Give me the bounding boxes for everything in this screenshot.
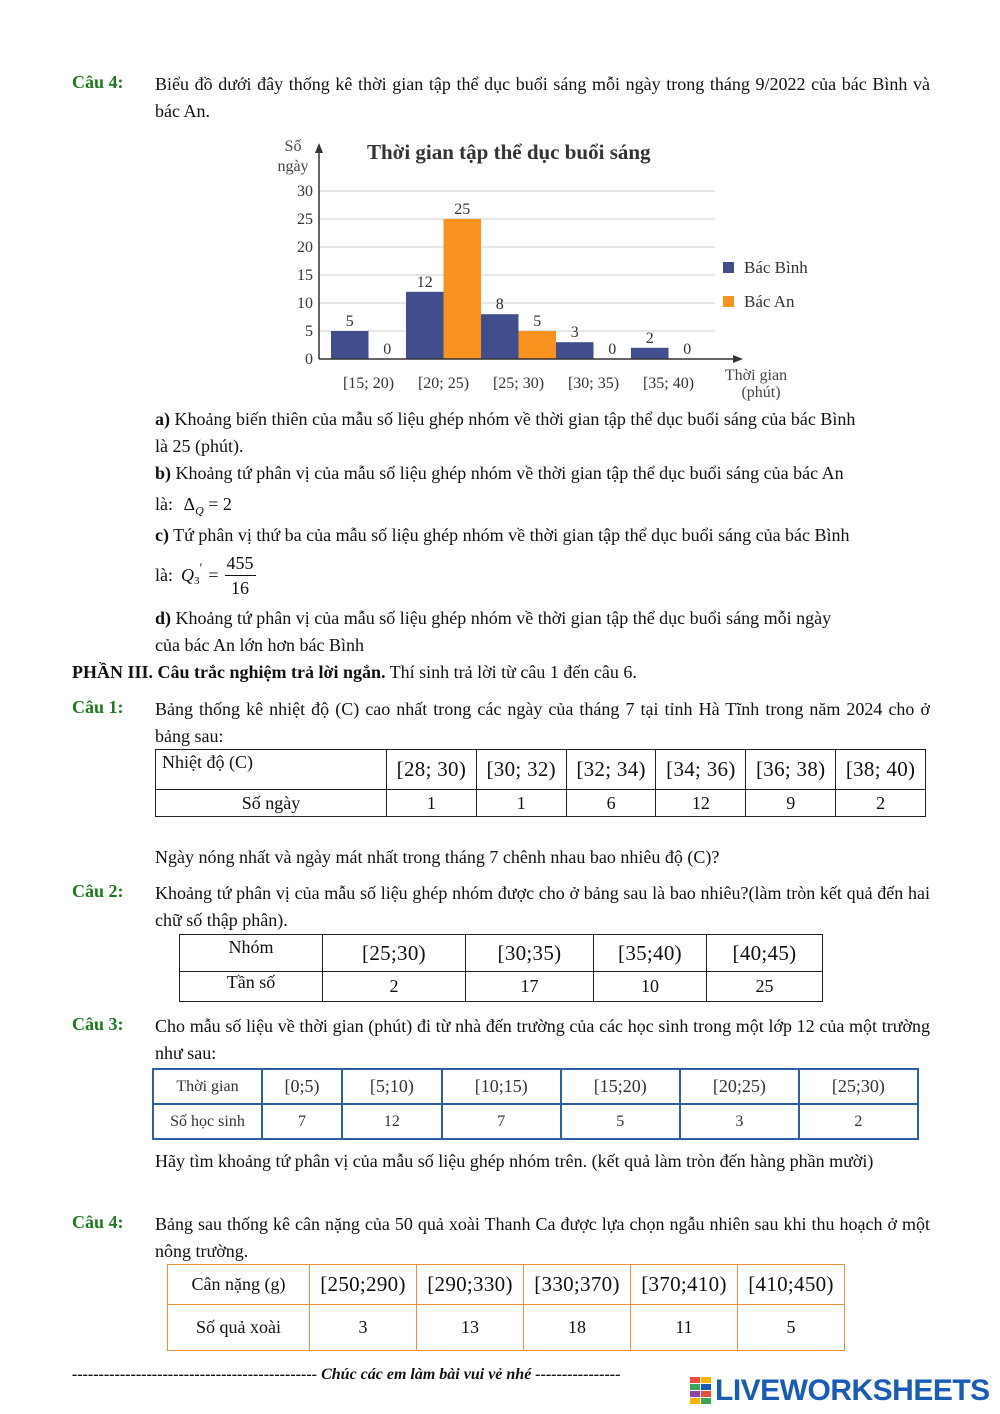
question-text: Bảng sau thống kê cân nặng của 50 quả xoài Thanh Ca được lựa chọn ngẫu nhiên sau khi thu hoạch ở một nông trường. <box>155 1214 930 1261</box>
table-cell: [290;330) <box>417 1265 524 1305</box>
logo-text: LIVEWORKSHEETS <box>715 1374 990 1407</box>
table-cell: [30;35) <box>466 935 594 972</box>
table-cell: 6 <box>566 790 656 817</box>
question-prompt: Ngày nóng nhất và ngày mát nhất trong tháng 7 chênh nhau bao nhiêu độ (C)? <box>155 847 720 867</box>
statement-letter: a) <box>155 409 170 429</box>
table-header: Số quả xoài <box>168 1305 310 1351</box>
temperature-table <box>155 749 926 817</box>
bar-binh <box>331 331 369 359</box>
footer-text: Chúc các em làm bài vui vẻ nhé <box>321 1366 532 1383</box>
bar-an <box>444 219 482 359</box>
formula-value: = 2 <box>203 494 232 514</box>
table-cell: 2 <box>323 972 466 1002</box>
fraction <box>225 551 256 600</box>
table-header: Nhiệt độ (C) <box>156 750 387 790</box>
table-cell: [20;25) <box>680 1069 799 1104</box>
legend-label: Bác Bình <box>744 258 808 277</box>
footer-dashes: ---------------------------------------------- <box>72 1366 318 1383</box>
statement-text: Khoảng tứ phân vị của mẫu số liệu ghép nhóm về thời gian tập thể dục buổi sáng mỗi ngày <box>175 608 832 628</box>
part3-instruction: Thí sinh trả lời từ câu 1 đến câu 6. <box>389 662 637 682</box>
table-cell: 11 <box>631 1305 738 1351</box>
q3-subscript: 3 <box>194 575 200 587</box>
liveworksheets-logo <box>690 1374 990 1408</box>
x-axis-arrow <box>733 355 743 363</box>
y-axis-label: ngày <box>277 158 309 175</box>
table-header: Cân nặng (g) <box>168 1265 310 1305</box>
legend-swatch <box>723 262 734 273</box>
data-label: 25 <box>454 201 471 218</box>
data-label: 0 <box>383 341 392 358</box>
question-text: Khoảng tứ phân vị của mẫu số liệu ghép nhóm được cho ở bảng sau là bao nhiêu?(làm tròn kết quả đến hai chữ số thập phân). <box>155 883 930 930</box>
y-tick-label: 0 <box>305 351 313 368</box>
statement-text: Tứ phân vị thứ ba của mẫu số liệu ghép nhóm về thời gian tập thể dục buổi sáng của bác Bình <box>173 525 850 545</box>
y-axis-arrow <box>315 143 323 153</box>
question-text: Biểu đồ dưới đây thống kê thời gian tập thể dục buổi sáng mỗi ngày trong tháng 9/2022 của bác Bình và bác An. <box>155 74 930 121</box>
y-tick-label: 25 <box>297 211 313 228</box>
x-tick-label: [20; 25) <box>417 375 470 392</box>
table-cell: 3 <box>310 1305 417 1351</box>
bar-binh <box>481 314 519 359</box>
table-cell: 17 <box>466 972 594 1002</box>
table-cell: [30; 32) <box>476 750 566 790</box>
x-tick-label: [15; 20) <box>342 375 395 392</box>
table-cell: 1 <box>387 790 477 817</box>
statement-text: Khoảng biến thiên của mẫu số liệu ghép nhóm về thời gian tập thể dục buổi sáng của bác Bình <box>174 409 856 429</box>
fraction-denominator: 16 <box>231 578 249 598</box>
travel-time-table <box>152 1068 919 1140</box>
chart-title: Thời gian tập thể dục buổi sáng <box>367 140 651 164</box>
bar-binh <box>406 292 444 359</box>
statement-b <box>155 460 930 525</box>
table-header: Số ngày <box>156 790 387 817</box>
table-cell: [40;45) <box>707 935 823 972</box>
table-cell: 13 <box>417 1305 524 1351</box>
footer-message <box>72 1366 692 1384</box>
y-tick-label: 10 <box>297 295 313 312</box>
table-cell: [10;15) <box>442 1069 561 1104</box>
statement-a <box>155 406 930 460</box>
data-label: 0 <box>683 341 692 358</box>
q3-prime: ′ <box>199 560 203 575</box>
statement-text: Khoảng tứ phân vị của mẫu số liệu ghép nhóm về thời gian tập thể dục buổi sáng của bác An <box>175 463 844 483</box>
table-cell: 25 <box>707 972 823 1002</box>
table-header: Số học sinh <box>153 1104 262 1139</box>
data-label: 0 <box>608 341 617 358</box>
statement-prefix: là: <box>155 494 173 514</box>
bar-binh <box>556 342 594 359</box>
table-cell: 12 <box>656 790 746 817</box>
y-tick-label: 15 <box>297 267 313 284</box>
x-axis-label: Thời gian <box>724 367 788 384</box>
data-label: 5 <box>345 313 354 330</box>
table-cell: [25;30) <box>323 935 466 972</box>
delta-subscript: Q <box>195 503 204 518</box>
table-cell: 2 <box>836 790 926 817</box>
table-cell: 5 <box>738 1305 845 1351</box>
data-label: 8 <box>495 296 504 314</box>
data-label: 5 <box>533 313 542 330</box>
table-cell: [0;5) <box>262 1069 342 1104</box>
table-header: Thời gian <box>153 1069 262 1104</box>
table-header: Nhóm <box>180 935 323 972</box>
statement-prefix: là: <box>155 565 173 585</box>
x-tick-label: [35; 40) <box>642 375 695 392</box>
table-header: Tần số <box>180 972 323 1002</box>
bar-chart <box>265 135 810 407</box>
statement-c: c) Tứ phân vị thứ ba của mẫu số liệu ghép nhóm về thời gian tập thể dục buổi sáng của bác Bình là: Q 3 ′ = $\frac{455}{16}$ <box>155 525 850 598</box>
y-tick-label: 20 <box>297 239 313 256</box>
table-cell: [25;30) <box>799 1069 918 1104</box>
table-cell: [28; 30) <box>387 750 477 790</box>
x-tick-label: [25; 30) <box>492 375 545 392</box>
question-label: Câu 4: <box>72 1212 124 1232</box>
x-axis-label: (phút) <box>741 384 781 401</box>
statement-letter: b) <box>155 463 172 483</box>
liveworksheets-icon <box>690 1377 712 1405</box>
table-cell: 1 <box>476 790 566 817</box>
question-prompt: Hãy tìm khoảng tứ phân vị của mẫu số liệu ghép nhóm trên. (kết quả làm tròn đến hàng phần mười) <box>155 1151 874 1171</box>
legend-swatch <box>723 296 734 307</box>
statement-text: của bác An lớn hơn bác Bình <box>155 635 364 655</box>
table-cell: [5;10) <box>342 1069 442 1104</box>
table-cell: 9 <box>746 790 836 817</box>
footer-dashes: ---------------- <box>535 1366 621 1383</box>
fraction-numerator: 455 <box>225 551 256 576</box>
table-cell: [38; 40) <box>836 750 926 790</box>
part3-heading-line <box>72 659 932 686</box>
table-cell: [34; 36) <box>656 750 746 790</box>
mango-weight-table <box>167 1264 845 1351</box>
y-axis-label: Số <box>284 138 302 155</box>
table-cell: [410;450) <box>738 1265 845 1305</box>
statement-d <box>155 605 930 659</box>
table-cell: [370;410) <box>631 1265 738 1305</box>
question-text: Cho mẫu số liệu về thời gian (phút) đi từ nhà đến trường của các học sinh trong một lớp 12 của một trường như sau: <box>155 1016 930 1063</box>
statement-letter: c) <box>155 525 169 545</box>
table-cell: 7 <box>442 1104 561 1139</box>
table-cell: 5 <box>561 1104 680 1139</box>
question-text: Bảng thống kê nhiệt độ (C) cao nhất trong các ngày của tháng 7 tại tỉnh Hà Tĩnh trong năm 2024 cho ở bảng sau: <box>155 699 930 746</box>
data-label: 2 <box>645 329 654 347</box>
data-label: 12 <box>416 273 433 291</box>
legend-label: Bác An <box>744 292 795 311</box>
table-cell: [15;20) <box>561 1069 680 1104</box>
x-tick-label: [30; 35) <box>567 375 620 392</box>
table-cell: 10 <box>594 972 707 1002</box>
y-tick-label: 30 <box>297 183 313 200</box>
question-label: Câu 4: <box>72 72 124 92</box>
delta-symbol: Δ <box>183 494 196 514</box>
table-cell: 12 <box>342 1104 442 1139</box>
q3-symbol: Q <box>181 565 194 585</box>
question-label: Câu 1: <box>72 697 124 717</box>
statement-text: là 25 (phút). <box>155 436 244 456</box>
question-label: Câu 3: <box>72 1014 124 1034</box>
question-label: Câu 2: <box>72 881 124 901</box>
table-cell: 7 <box>262 1104 342 1139</box>
table-cell: [330;370) <box>524 1265 631 1305</box>
group-frequency-table <box>179 934 823 1002</box>
table-cell: 18 <box>524 1305 631 1351</box>
table-cell: [32; 34) <box>566 750 656 790</box>
table-cell: 2 <box>799 1104 918 1139</box>
statement-letter: d) <box>155 608 172 628</box>
y-tick-label: 5 <box>305 323 313 340</box>
table-cell: [36; 38) <box>746 750 836 790</box>
bar-an <box>519 331 557 359</box>
bar-binh <box>631 348 669 359</box>
part3-heading: PHẦN III. Câu trắc nghiệm trả lời ngắn. <box>72 662 386 682</box>
table-cell: [250;290) <box>310 1265 417 1305</box>
table-cell: [35;40) <box>594 935 707 972</box>
data-label: 3 <box>570 324 579 342</box>
table-cell: 3 <box>680 1104 799 1139</box>
